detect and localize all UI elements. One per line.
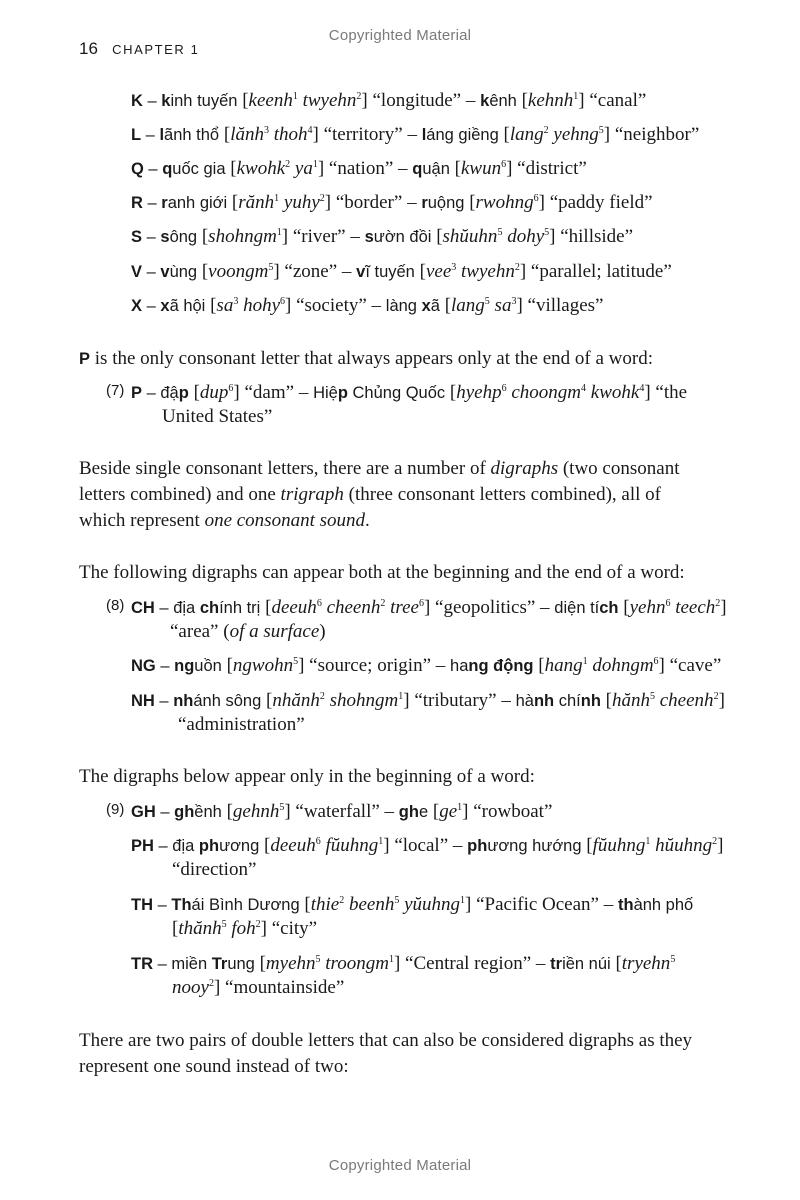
example-line-s: S – sông [shohngm$^1$] “river” – sườn đồi [shŭuhn$^5$ dohy$^5$] “hillside” — [131, 226, 634, 247]
example-line-nh: NH – nhánh sông [nhănh$^2$ shohngm$^1$] “tributary” – hành chính [hănh$^5$ cheenh$^2$] — [131, 690, 725, 711]
running-head — [79, 39, 199, 59]
example-line-ng: NG – nguồn [ngwohn$^5$] “source; origin” – hang động [hang$^1$ dohngm$^6$] “cave” — [131, 655, 722, 676]
example-number-9: (9) — [106, 801, 125, 818]
example-line-th-cont: [thănh$^5$ foh$^2$] “city” — [172, 918, 318, 939]
example-line-p: P – đập [dup$^6$] “dam” – Hiệp Chủng Quốc [hyehp$^6$ choongm$^4$ kwohk$^4$] “the — [131, 382, 688, 403]
watermark-top: Copyrighted Material — [328, 27, 472, 44]
example-line-p-cont: United States” — [162, 406, 273, 427]
paragraph-digraphs-1: Beside single consonant letters, there are a number of digraphs (two consonant — [79, 458, 680, 479]
example-line-ph-cont: “direction” — [172, 859, 257, 880]
chapter-label: CHAPTER 1 — [112, 42, 200, 57]
example-line-x: X – xã hội [$sa^3$ hohy$^6$] “society” – làng xã [lang$^5$ $sa^3$] “villages” — [131, 295, 604, 316]
paragraph-digraphs-2: letters combined) and one trigraph (three consonant letters combined), all of — [79, 484, 661, 505]
example-line-tr-cont: nooy$^2$] “mountainside” — [172, 977, 345, 998]
paragraph-both-positions: The following digraphs can appear both at the beginning and the end of a word: — [79, 562, 685, 583]
example-line-ch-cont: “area” (of a surface) — [170, 621, 326, 642]
example-line-v: V – vùng [voongm$^5$] “zone” – vĩ tuyến [vee$^3$ twyehn$^2$] “parallel; latitude” — [131, 261, 672, 282]
example-number-8: (8) — [106, 597, 125, 614]
example-line-th: TH – Thái Bình Dương [thie$^2$ beenh$^5$ yŭuhng$^1$] “Pacific Ocean” – thành phố — [131, 894, 694, 915]
example-line-nh-cont: “administration” — [178, 714, 305, 735]
paragraph-digraphs-3: which represent one consonant sound. — [79, 510, 370, 531]
paragraph-beginning-only: The digraphs below appear only in the beginning of a word: — [79, 766, 535, 787]
example-number-7: (7) — [106, 382, 125, 399]
example-line-ch: CH – địa chính trị [deeuh$^6$ cheenh$^2$ tree$^6$] “geopolitics” – diện tích [yehn$^6$ teech$^2$] — [131, 597, 727, 618]
page-number: 16 — [79, 39, 98, 58]
paragraph-double-letters-2: represent one sound instead of two: — [79, 1056, 349, 1077]
paragraph-double-letters-1: There are two pairs of double letters that can also be considered digraphs as they — [79, 1030, 693, 1051]
example-line-gh: GH – ghềnh [gehnh$^5$] “waterfall” – ghe $[ge^1]$ “rowboat” — [131, 801, 553, 822]
example-line-tr: TR – miền Trung [myehn$^5$ troongm$^1$] “Central region” – triền núi [tryehn$^5$ — [131, 953, 676, 974]
watermark-bottom: Copyrighted Material — [328, 1157, 472, 1174]
example-line-r: R – ranh giới [rănh$^1$ yuhy$^2$] “border” – ruộng [rwohng$^6$] “paddy field” — [131, 192, 653, 213]
paragraph-p-final: P is the only consonant letter that always appears only at the end of a word: — [79, 348, 653, 369]
example-line-q: Q – quốc gia [kwohk$^2$ $ya^1$] “nation” – quận [kwun$^6$] “district” — [131, 158, 587, 179]
example-line-l: L – lãnh thổ [lănh$^3$ thoh$^4$] “territory” – láng giềng [lang$^2$ yehng$^5$] “neighbor” — [131, 124, 700, 145]
example-line-k: K – kinh tuyến [keenh$^1$ twyehn$^2$] “longitude” – kênh [kehnh$^1$] “canal” — [131, 90, 647, 111]
example-line-ph: PH – địa phương [deeuh$^6$ fŭuhng$^1$] “local” – phương hướng [fŭuhng$^1$ hŭuhng$^2$] — [131, 835, 724, 856]
